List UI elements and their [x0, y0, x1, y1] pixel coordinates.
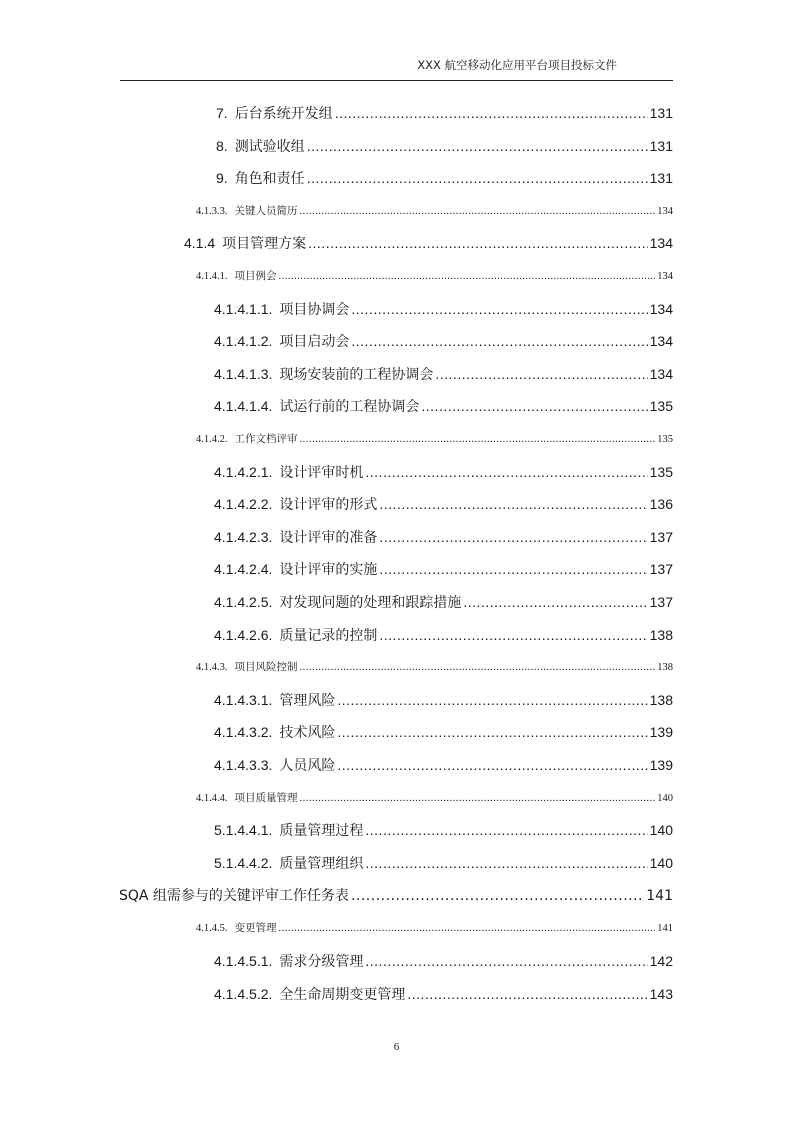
toc-entry-title: 项目启动会 — [279, 334, 350, 350]
dot-leader — [351, 301, 647, 317]
dot-leader — [435, 366, 647, 382]
dot-leader — [379, 496, 647, 512]
toc-entry-number: 4.1.4.4. — [196, 793, 228, 804]
toc-entry[interactable] — [119, 885, 673, 905]
toc-entry-title: 项目管理方案 — [222, 235, 307, 251]
toc-entry[interactable] — [196, 790, 673, 806]
toc-entry-title: 角色和责任 — [234, 171, 305, 187]
toc-entry-page: 141 — [657, 923, 673, 934]
toc-entry-title: 后台系统开发组 — [234, 106, 333, 122]
toc-entry[interactable] — [214, 951, 673, 971]
toc-entry[interactable] — [196, 920, 673, 936]
dot-leader — [351, 888, 644, 904]
dot-leader — [365, 464, 647, 480]
dot-leader — [337, 757, 647, 773]
dot-leader — [300, 662, 656, 673]
toc-entry-number: 4.1.4.1.2. — [214, 333, 273, 349]
toc-entry[interactable] — [214, 527, 673, 547]
toc-entry-number: 4.1.4.2.1. — [214, 464, 273, 480]
toc-entry[interactable] — [216, 103, 673, 123]
toc-entry-title: 质量管理组织 — [279, 856, 364, 872]
toc-entry-title: 项目风险控制 — [234, 661, 298, 673]
toc-entry-page: 137 — [649, 529, 673, 545]
toc-entry[interactable] — [214, 984, 673, 1004]
toc-entry-page: 134 — [649, 301, 673, 317]
dot-leader — [335, 105, 648, 121]
toc-entry-title: 质量记录的控制 — [279, 628, 378, 644]
toc-entry-page: 134 — [657, 206, 673, 217]
toc-entry-page: 134 — [649, 366, 673, 382]
toc-entry-number: 4.1.4.2. — [196, 434, 228, 445]
toc-entry-page: 135 — [657, 434, 673, 445]
toc-entry-page: 134 — [649, 333, 673, 349]
toc-entry-number: 4.1.4.2.2. — [214, 496, 273, 512]
toc-entry-number: 4.1.4.2.3. — [214, 529, 273, 545]
toc-entry-page: 131 — [649, 105, 673, 121]
toc-entry[interactable] — [196, 659, 673, 675]
toc-entry[interactable] — [214, 592, 673, 612]
toc-entry-page: 138 — [657, 662, 673, 673]
toc-entry-number: 5.1.4.4.2. — [214, 855, 273, 871]
toc-entry-page: 135 — [649, 464, 673, 480]
toc-entry-number: 4.1.4.1.4. — [214, 398, 273, 414]
toc-entry[interactable] — [214, 396, 673, 416]
toc-entry-title: 变更管理 — [234, 922, 277, 934]
toc-entry[interactable] — [214, 364, 673, 384]
toc-entry-number: 4.1.4.5.2. — [214, 986, 273, 1002]
toc-entry-page: 135 — [649, 398, 673, 414]
toc-entry-page: 140 — [657, 793, 673, 804]
dot-leader — [308, 235, 648, 251]
toc-entry-title: 项目质量管理 — [234, 792, 298, 804]
toc-entry-page: 140 — [649, 855, 673, 871]
dot-leader — [307, 170, 648, 186]
toc-entry-page: 140 — [649, 822, 673, 838]
toc-entry-page: 141 — [646, 888, 673, 904]
toc-entry-number: 8. — [216, 138, 228, 154]
dot-leader — [279, 271, 656, 282]
toc-entry-title: 需求分级管理 — [279, 954, 364, 970]
toc-entry-page: 131 — [649, 170, 673, 186]
toc-entry[interactable] — [214, 331, 673, 351]
dot-leader — [300, 793, 656, 804]
toc-entry-number: 4.1.4.2.5. — [214, 594, 273, 610]
dot-leader — [300, 434, 656, 445]
toc-entry-page: 136 — [649, 496, 673, 512]
toc-entry[interactable] — [214, 559, 673, 579]
toc-entry-page: 137 — [649, 561, 673, 577]
toc-entry[interactable] — [216, 168, 673, 188]
toc-entry-title: 测试验收组 — [234, 139, 305, 155]
toc-entry[interactable] — [214, 494, 673, 514]
toc-entry[interactable] — [196, 431, 673, 447]
dot-leader — [365, 855, 647, 871]
toc-entry[interactable] — [214, 625, 673, 645]
toc-entry-page: 131 — [649, 138, 673, 154]
toc-entry[interactable] — [184, 233, 673, 253]
page-number: 6 — [393, 1041, 400, 1053]
toc-entry-title: 全生命周期变更管理 — [279, 987, 406, 1003]
toc-entry[interactable] — [196, 268, 673, 284]
toc-entry-page: 138 — [649, 627, 673, 643]
dot-leader — [279, 923, 656, 934]
toc-entry-title: SQA 组需参与的关键评审工作任务表 — [119, 888, 349, 904]
toc-entry-title: 技术风险 — [279, 725, 336, 741]
toc-entry-number: 4.1.4.3. — [196, 662, 228, 673]
toc-entry-page: 142 — [649, 953, 673, 969]
toc-entry[interactable] — [214, 820, 673, 840]
toc-entry-title: 设计评审的实施 — [279, 562, 378, 578]
toc-entry[interactable] — [214, 755, 673, 775]
toc-entry-number: 4.1.4.5.1. — [214, 953, 273, 969]
dot-leader — [300, 206, 656, 217]
toc-entry-number: 4.1.4 — [184, 235, 216, 251]
toc-entry-number: 4.1.4.1.3. — [214, 366, 273, 382]
toc-entry-title: 项目例会 — [234, 270, 277, 282]
toc-entry-page: 134 — [657, 271, 673, 282]
dot-leader — [379, 529, 647, 545]
toc-entry-number: 4.1.4.1. — [196, 271, 228, 282]
toc-entry-title: 关键人员简历 — [234, 205, 298, 217]
toc-entry-number: 4.1.3.3. — [196, 206, 228, 217]
dot-leader — [379, 561, 647, 577]
toc-entry-page: 137 — [649, 594, 673, 610]
dot-leader — [365, 953, 647, 969]
toc-entry-title: 质量管理过程 — [279, 823, 364, 839]
dot-leader — [307, 138, 648, 154]
toc-entry-title: 设计评审时机 — [279, 465, 364, 481]
toc-entry-title: 项目协调会 — [279, 302, 350, 318]
toc-entry-number: 4.1.4.2.6. — [214, 627, 273, 643]
toc-entry-number: 4.1.4.3.1. — [214, 692, 273, 708]
toc-entry[interactable] — [214, 299, 673, 319]
toc-entry[interactable] — [214, 722, 673, 742]
toc-entry-title: 工作文档评审 — [234, 433, 298, 445]
toc-entry[interactable] — [196, 203, 673, 219]
dot-leader — [337, 724, 647, 740]
toc-entry-title: 设计评审的准备 — [279, 530, 378, 546]
toc-entry[interactable] — [214, 690, 673, 710]
toc-entry-page: 139 — [649, 724, 673, 740]
toc-entry[interactable] — [214, 462, 673, 482]
toc-entry-page: 134 — [649, 235, 673, 251]
toc-entry-page: 139 — [649, 757, 673, 773]
toc-entry-title: 管理风险 — [279, 693, 336, 709]
dot-leader — [379, 627, 647, 643]
dot-leader — [407, 986, 647, 1002]
header-title: XXX 航空移动化应用平台项目投标文件 — [417, 58, 617, 72]
toc-entry-number: 4.1.4.1.1. — [214, 301, 273, 317]
toc-entry[interactable] — [214, 853, 673, 873]
dot-leader — [421, 398, 647, 414]
dot-leader — [351, 333, 647, 349]
toc-entry-title: 对发现问题的处理和跟踪措施 — [279, 595, 462, 611]
toc-entry-number: 4.1.4.3.3. — [214, 757, 273, 773]
toc-entry-number: 9. — [216, 170, 228, 186]
toc-entry-title: 试运行前的工程协调会 — [279, 399, 420, 415]
dot-leader — [463, 594, 647, 610]
toc-entry-page: 138 — [649, 692, 673, 708]
toc-entry-title: 人员风险 — [279, 758, 336, 774]
toc-entry-number: 4.1.4.5. — [196, 923, 228, 934]
toc-entry-page: 143 — [649, 986, 673, 1002]
toc-entry-number: 4.1.4.3.2. — [214, 724, 273, 740]
dot-leader — [337, 692, 647, 708]
toc-entry-number: 5.1.4.4.1. — [214, 822, 273, 838]
toc-entry-number: 4.1.4.2.4. — [214, 561, 273, 577]
toc-entry[interactable] — [216, 136, 673, 156]
toc-entry-number: 7. — [216, 105, 228, 121]
toc-entry-title: 设计评审的形式 — [279, 497, 378, 513]
toc-entry-title: 现场安装前的工程协调会 — [279, 367, 434, 383]
dot-leader — [365, 822, 647, 838]
